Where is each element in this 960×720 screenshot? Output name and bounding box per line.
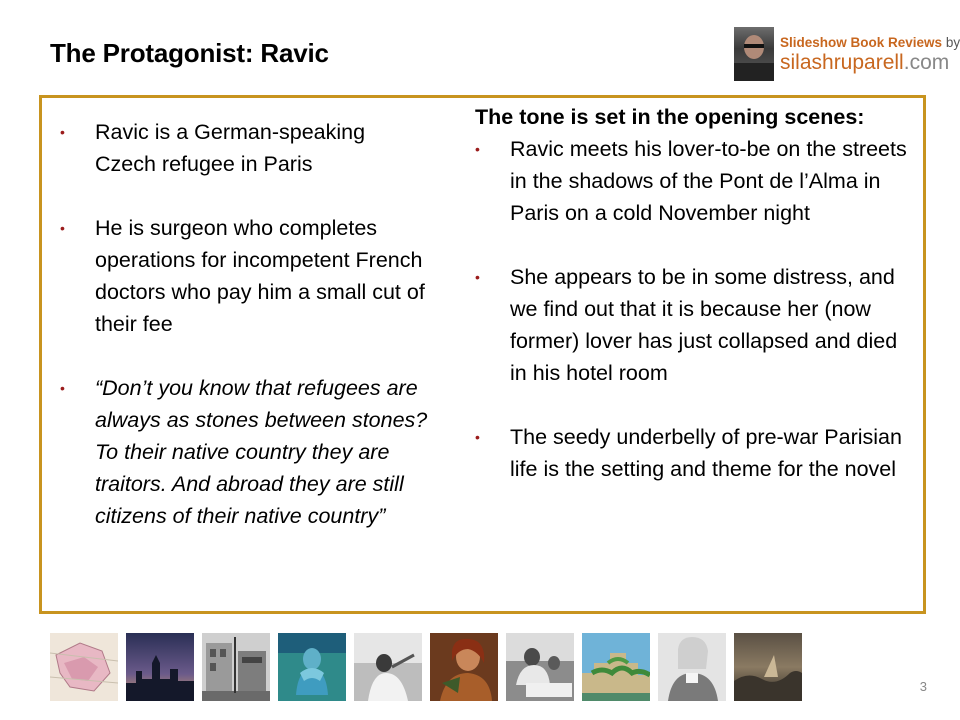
bullet-item: • The seedy underbelly of pre-war Parisian life is the setting and theme for the novel xyxy=(475,421,915,485)
storm-sea-painting[interactable] xyxy=(734,633,802,701)
slide-title: The Protagonist: Ravic xyxy=(50,38,329,68)
bullet-item: • Ravic meets his lover-to-be on the streets in the shadows of the Pont de l’Alma in Paris on a cold November night xyxy=(475,133,915,229)
bullet-item: • He is surgeon who completes operations for incompetent French doctors who pay him a small cut of their fee xyxy=(60,212,430,340)
sad-figure-painting[interactable] xyxy=(278,633,346,701)
jazz-musician-image[interactable] xyxy=(354,633,422,701)
bullet-icon: • xyxy=(475,429,480,445)
bullet-item: • Ravic is a German-speaking Czech refugee in Paris xyxy=(60,116,430,180)
rossetti-painting[interactable] xyxy=(430,633,498,701)
quote-bullet-item: • “Don’t you know that refugees are always as stones between stones? To their native country they are traitors. And abroad they are still citizens of their native country” xyxy=(60,372,430,532)
baroque-portrait-image[interactable] xyxy=(658,633,726,701)
city-skyline-image[interactable] xyxy=(126,633,194,701)
brand-line1: Slideshow Book Reviews by xyxy=(780,35,960,50)
right-column xyxy=(475,101,915,517)
bullet-icon: • xyxy=(475,141,480,157)
bullet-icon: • xyxy=(475,269,480,285)
map-image[interactable] xyxy=(50,633,118,701)
street-scene-image[interactable] xyxy=(202,633,270,701)
page-number: 3 xyxy=(919,679,927,694)
bullet-item: • She appears to be in some distress, and we find out that it is because her (now former) lover has just collapsed and died in his hotel room xyxy=(475,261,915,389)
brand-logo[interactable] xyxy=(734,27,960,81)
left-column xyxy=(60,116,430,564)
surgery-photo[interactable] xyxy=(506,633,574,701)
bullet-icon: • xyxy=(60,220,65,236)
hanging-gardens-image[interactable] xyxy=(582,633,650,701)
bullet-icon: • xyxy=(60,124,65,140)
brand-line2: silashruparell.com xyxy=(780,51,950,74)
bullet-icon: • xyxy=(60,380,65,396)
right-column-heading: The tone is set in the opening scenes: xyxy=(475,105,865,129)
author-photo xyxy=(734,27,774,81)
